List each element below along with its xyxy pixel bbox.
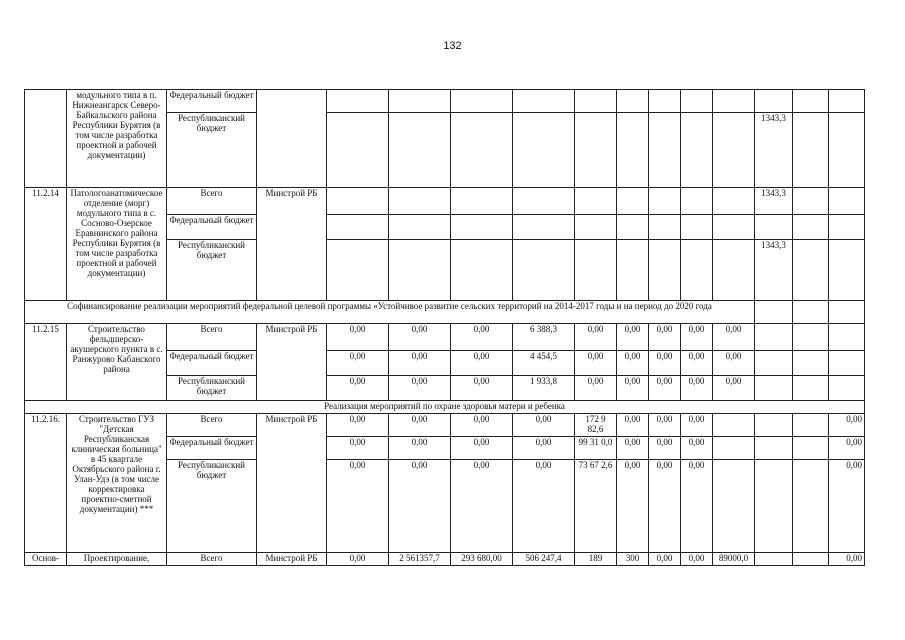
value-cell: 0,00 [389, 437, 451, 460]
value-cell: 0,00 [327, 460, 389, 553]
measure-code-cell: Основ- [25, 553, 67, 566]
value-cell: 0,00 [649, 437, 681, 460]
value-cell: 0,00 [681, 376, 713, 401]
budget-table [24, 89, 865, 566]
value-cell: 0,00 [829, 553, 865, 566]
value-cell: 0,00 [617, 324, 649, 351]
executor-cell: Минстрой РБ [257, 188, 327, 301]
executor-cell: Минстрой РБ [257, 324, 327, 401]
value-cell: 0,00 [513, 460, 575, 553]
value-cell: 0,00 [681, 460, 713, 553]
value-cell: 293 680,00 [451, 553, 513, 566]
value-cell: 0,00 [575, 324, 617, 351]
value-cell: 300 [617, 553, 649, 566]
measure-name-cell: Строительство ГУЗ "Детская Республиканская клиническая больница" в 45 квартале Октябрьского района г. Улан-Удэ (в том числе корректировка проектно-сметной документации) *** [67, 414, 167, 553]
measure-name-cell: Строительство фельдшерско-акушерского пункта в с. Ранжурово Кабанского района [67, 324, 167, 401]
value-cell: 1343,3 [755, 240, 793, 301]
section-header-row [25, 401, 865, 414]
value-cell: 0,00 [451, 460, 513, 553]
value-cell: 0,00 [575, 351, 617, 376]
funding-source-cell: Федеральный бюджет [167, 90, 257, 113]
value-cell: 0,00 [513, 414, 575, 437]
funding-source-cell: Всего [167, 188, 257, 215]
measure-code-cell: 11.2.16. [25, 414, 67, 553]
value-cell: 1 933,8 [513, 376, 575, 401]
value-cell: 0,00 [451, 376, 513, 401]
value-cell: 0,00 [617, 460, 649, 553]
table-row [25, 188, 865, 215]
value-cell: 0,00 [451, 414, 513, 437]
value-cell: 0,00 [829, 414, 865, 437]
value-cell: 4 454,5 [513, 351, 575, 376]
value-cell: 73 67 2,6 [575, 460, 617, 553]
value-cell: 0,00 [713, 351, 755, 376]
value-cell: 0,00 [389, 414, 451, 437]
value-cell [713, 437, 755, 460]
measure-name-cell: Патологоанатомическое отделение (морг) модульного типа в с. Сосново-Озерское Еравнинского района Республики Бурятия (в том числе разработка проектной и рабочей документации) [67, 188, 167, 301]
value-cell: 0,00 [513, 437, 575, 460]
funding-source-cell: Республиканский бюджет [167, 113, 257, 188]
value-cell: 89000,0 [713, 553, 755, 566]
funding-source-cell: Республиканский бюджет [167, 376, 257, 401]
funding-source-cell: Всего [167, 324, 257, 351]
value-cell: 0,00 [681, 437, 713, 460]
value-cell: 0,00 [829, 437, 865, 460]
value-cell: 0,00 [649, 324, 681, 351]
value-cell [755, 90, 793, 113]
value-cell: 0,00 [327, 414, 389, 437]
funding-source-cell: Федеральный бюджет [167, 351, 257, 376]
value-cell: 0,00 [389, 376, 451, 401]
page-number: 132 [443, 40, 462, 52]
value-cell: 172 9 82,6 [575, 414, 617, 437]
value-cell: 0,00 [617, 437, 649, 460]
funding-source-cell: Всего [167, 553, 257, 566]
value-cell: 6 388,3 [513, 324, 575, 351]
value-cell: 0,00 [389, 324, 451, 351]
value-cell: 0,00 [575, 376, 617, 401]
table-row [25, 414, 865, 437]
value-cell: 0,00 [681, 414, 713, 437]
value-cell: 0,00 [681, 351, 713, 376]
value-cell: 0,00 [451, 437, 513, 460]
value-cell [755, 215, 793, 240]
table-row [25, 553, 865, 566]
value-cell: 0,00 [649, 351, 681, 376]
funding-source-cell: Республиканский бюджет [167, 460, 257, 553]
value-cell: 0,00 [649, 553, 681, 566]
value-cell: 0,00 [389, 351, 451, 376]
measure-name-cell: Проектирование, [67, 553, 167, 566]
executor-cell: Минстрой РБ [257, 553, 327, 566]
value-cell: 0,00 [451, 324, 513, 351]
measure-code-cell: 11.2.15 [25, 324, 67, 401]
section-title: Софинансирование реализации мероприятий федеральной целевой программы «Устойчивое развитие сельских территорий на 2014-2017 годы и на период до 2020 года [25, 301, 755, 324]
measure-code-cell: 11.2.14 [25, 188, 67, 301]
funding-source-cell: Всего [167, 414, 257, 437]
value-cell: 0,00 [617, 376, 649, 401]
value-cell: 0,00 [713, 376, 755, 401]
value-cell: 0,00 [649, 460, 681, 553]
value-cell: 0,00 [829, 460, 865, 553]
value-cell: 0,00 [389, 460, 451, 553]
value-cell: 0,00 [681, 324, 713, 351]
value-cell: 506 247,4 [513, 553, 575, 566]
table-row [25, 90, 865, 113]
funding-source-cell: Республиканский бюджет [167, 240, 257, 301]
value-cell: 0,00 [327, 437, 389, 460]
value-cell: 189 [575, 553, 617, 566]
value-cell: 0,00 [681, 553, 713, 566]
value-cell [713, 414, 755, 437]
value-cell: 0,00 [713, 324, 755, 351]
value-cell: 0,00 [649, 376, 681, 401]
value-cell: 0,00 [451, 351, 513, 376]
value-cell: 1343,3 [755, 188, 793, 215]
table-row [25, 324, 865, 351]
funding-source-cell: Федеральный бюджет [167, 215, 257, 240]
value-cell: 2 561357,7 [389, 553, 451, 566]
executor-cell: Минстрой РБ [257, 414, 327, 553]
section-header-row [25, 301, 865, 324]
value-cell: 0,00 [327, 376, 389, 401]
value-cell: 99 31 0,0 [575, 437, 617, 460]
value-cell: 0,00 [617, 351, 649, 376]
value-cell: 0,00 [327, 553, 389, 566]
section-title: Реализация мероприятий по охране здоровья матери и ребенка [25, 401, 865, 414]
value-cell: 0,00 [327, 351, 389, 376]
value-cell: 1343,3 [755, 113, 793, 188]
value-cell: 0,00 [649, 414, 681, 437]
measure-name-cell: модульного типа в п. Нижнеангарск Северо-Байкальского района Республики Бурятия (в том числе разработка проектной и рабочей документации) [67, 90, 167, 188]
value-cell: 0,00 [327, 324, 389, 351]
value-cell [713, 460, 755, 553]
funding-source-cell: Федеральный бюджет [167, 437, 257, 460]
value-cell: 0,00 [617, 414, 649, 437]
